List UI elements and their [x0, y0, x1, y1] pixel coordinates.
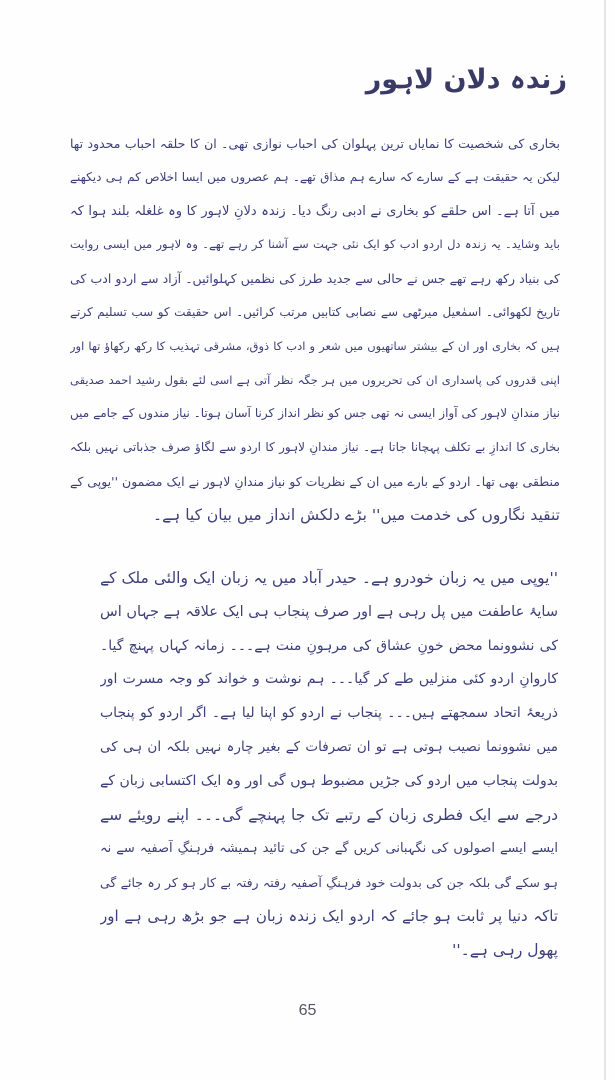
quote-line: بدولت پنجاب میں اردو کی جڑیں مضبوط ہوں گی اور وہ ایک اکتسابی زبان کے: [100, 772, 558, 789]
text-line: کی بنیاد رکھ رہے تھے جس نے حالی سے جدید طرز کی نظمیں کہلوائیں۔ آزاد سے اردو ادب کی: [70, 271, 560, 287]
chapter-title: زندہ دلان لاہور: [365, 64, 567, 95]
quote-line: درجے سے ایک فطری زبان کے رتبے تک جا پہنچے گی۔۔۔ اپنے رویئے سے: [100, 805, 558, 824]
quote-line: پھول رہی ہے۔'': [452, 940, 558, 959]
paragraph-body: [70, 127, 560, 533]
quote-line: کاروانِ اردو کئی منزلیں طے کر گیا۔۔۔ ہم نوشت و خواند کو وجہ مسرت اور: [100, 671, 558, 688]
quote-line: ہو سکے گی بلکہ جن کی بدولت خود فرہنگِ آصفیہ رفتہ رفتہ بے کار ہو کر رہ جائے گی: [100, 875, 558, 891]
text-line: بخاری کا اندازِ بے تکلف پہچانا جاتا ہے۔ نیاز مندانِ لاہور کا اردو سے لگاؤ صرف جذباتی نہیں بلکہ: [70, 440, 560, 455]
quote-line: ذریعۂ اتحاد سمجھتے ہیں۔۔۔ پنجاب نے اردو کو اپنا لیا ہے۔ اگر اردو کو پنجاب: [100, 705, 558, 722]
quote-line: تاکہ دنیا پر ثابت ہو جائے کہ اردو ایک زندہ زبان ہے جو بڑھ رہی ہے اور: [100, 906, 558, 925]
text-line: اپنی قدروں کی پاسداری ان کی تحریروں میں ہر جگہ نظر آتی ہے اسی لئے بقول رشید احمد صدیقی: [70, 372, 560, 387]
text-line: تاریخ لکھوائی۔ اسمٰعیل میرٹھی سے نصابی کتابیں مرتب کرائیں۔ اس حقیقت کو سب تسلیم کرتے: [70, 304, 560, 319]
quote-line: ایسے ایسے اصولوں کی نگہبانی کریں گے جن کی تائید ہمیشہ فرہنگِ آصفیہ سے نہ: [100, 841, 558, 857]
text-line: نیاز مندانِ لاہور کی آواز ایسی نہ تھی جس کو نظر انداز کرنا آسان ہوتا۔ نیاز مندوں کے جامے میں: [70, 406, 560, 421]
block-quote: [100, 562, 558, 968]
text-line: میں آتا ہے۔ اس حلقے کو بخاری نے ادبی رنگ دیا۔ زندہ دلانِ لاہور کا وہ غلغلہ بلند ہوا کہ: [70, 203, 560, 219]
quote-line: میں نشوونما نصیب ہوتی ہے تو ان تصرفات کے بغیر چارہ نہیں بلکہ ان ہی کی: [100, 738, 558, 755]
quote-line: سایۂ عاطفت میں پل رہی ہے اور صرف پنجاب ہی ایک علاقہ ہے جہاں اس: [100, 603, 558, 620]
page-edge-line: [604, 0, 606, 1080]
quote-line: کی نشوونما محض خونِ عشاق کی مرہونِ منت ہے۔۔۔ زمانہ کہاں پہنچ گیا۔: [100, 637, 558, 654]
text-line: لیکن یہ حقیقت ہے کے سارے کہ سارے ہم مذاق تھے۔ ہم عصروں میں ایسا اخلاص کم ہی دیکھنے: [70, 169, 560, 184]
text-line: بخاری کی شخصیت کا نمایاں ترین پہلوان کی احباب نوازی تھی۔ ان کا حلقہ احباب محدود تھا: [70, 136, 560, 151]
text-line: تنقید نگاروں کی خدمت میں'' بڑے دلکش انداز میں بیان کیا ہے۔: [153, 505, 560, 524]
text-line: ہیں کہ بخاری اور ان کے بیشتر ساتھیوں میں شعر و ادب کا ذوق، مشرقی تہذیب کا رکھ رکھاؤ تھا اور: [70, 338, 560, 353]
quote-line: ''یوپی میں یہ زبان خودرو ہے۔ حیدر آباد میں یہ زبان ایک والئی ملک کے: [100, 569, 558, 587]
text-line: منطقی بھی تھا۔ اردو کے بارے میں ان کے نظریات کو نیاز مندانِ لاہور نے ایک مضمون ''یوپی کے: [70, 473, 560, 489]
page-number: 65: [298, 1002, 317, 1019]
text-line: باید وشاید۔ یہ زندہ دل اردو ادب کو ایک نئی جہت سے آشنا کر رہے تھے۔ وہ لاہور میں ایسی روایت: [70, 237, 560, 252]
